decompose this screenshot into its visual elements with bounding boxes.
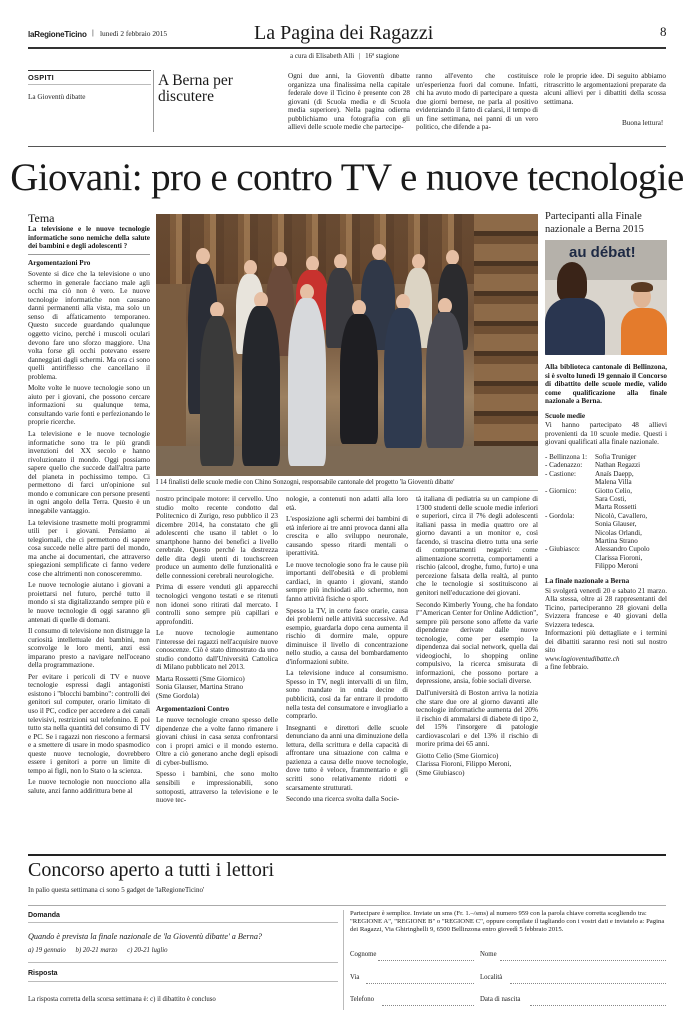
issue-date: lunedì 2 febbraio 2015 (100, 29, 168, 38)
finale-box (545, 577, 667, 672)
participant-name: Anaïs Daepp, (595, 469, 634, 478)
tema-label: Tema (28, 211, 55, 225)
byline (290, 52, 399, 61)
contro-paragraph: Secondo una ricerca svolta dalla Socie- (286, 795, 400, 804)
person-head (372, 244, 386, 260)
person-front (288, 298, 326, 466)
participant-school: - Giubiasco: (545, 545, 580, 554)
risposta-text: La risposta corretta della scorsa settimana è: c) il dibattito è concluso (28, 996, 216, 1003)
byline-sep: | (358, 52, 361, 60)
brand-logo: laRegioneTicino (28, 30, 87, 39)
nome-field[interactable] (500, 950, 666, 961)
bookshelf-right (474, 214, 538, 476)
option-c[interactable]: c) 20-21 luglio (127, 947, 168, 954)
tema-rule (28, 254, 150, 255)
contro-paragraph: Le nuove tecnologie sono fra le cause più importanti dell'obesità e di problemi cardiaci, in quanto i giovani, stando sempre più inchiodati allo schermo, non fanno attività fisiche o sport. (286, 560, 408, 604)
telefono-label: Telefono (350, 996, 375, 1003)
participant-names (595, 461, 640, 469)
participant-names (595, 487, 637, 512)
participant-name: Nicolas Orlandi, (595, 528, 642, 537)
boy-body (621, 308, 667, 355)
masthead-rule (28, 47, 666, 49)
tema-question: La televisione e le nuove tecnologie informatiche sono nemiche della salute dei bambini e degli adolescenti ? (28, 225, 150, 251)
telefono-field[interactable] (382, 995, 474, 1006)
scuole-text: Vi hanno partecipato 48 allievi provenienti da 10 scuole medie. Questi i giovani qualificati alla finale nazionale. (545, 421, 667, 447)
sidebar-intro: Alla biblioteca cantonale di Bellinzona, si è svolto lunedì 19 gennaio il Concorso di dibattito delle scuole medie, valido come qualificazione alla finale nazionale a Berna. (545, 363, 667, 406)
person-front (242, 306, 280, 466)
domanda-rule (28, 922, 338, 923)
contro-paragraph: L'esposizione agli schermi dei bambini di età inferiore ai tre anni provoca danni alla crescita e allo sviluppo neuronale, causando spesso ritardi mentali o iperattività. (286, 515, 408, 558)
participant-name: Clarissa Fioroni, (595, 553, 643, 562)
participant-school: - Gordola: (545, 511, 575, 520)
signature-line: (Sme Giubiasco) (416, 768, 465, 777)
nascita-label: Data di nascita (480, 996, 521, 1003)
contro-paragraph: Spesso la TV, in certe fasce orarie, causa dei problemi nelle attività successive. Ad esempio, guardarla dopo cena aumenta il rischio di dormire male, oppure diminuisce il livello di concentrazione nello studio, a causa del bombardamento d'informazioni subite. (286, 606, 408, 666)
pro-paragraph: Prima di essere venduti gli apparecchi tecnologici vengono testati e se ritenuti non idonei sono ritirati dal mercato. I controlli sono sempre più capillari e approfonditi. (156, 583, 278, 626)
participant-name: Alessandro Cupolo (595, 545, 650, 554)
byline-author: a cura di Elisabeth Alli (290, 52, 355, 60)
contro-paragraph: Spesso i bambini, che sono molto sensibili e impressionabili, sono sottoposti, attraverso la televisione e le nuove tec- (156, 770, 278, 805)
participant-name: Giotto Celio, (595, 486, 633, 495)
risposta-label: Risposta (28, 970, 58, 977)
person-front (384, 308, 422, 448)
person-head (274, 252, 287, 267)
domanda-label: Domanda (28, 912, 60, 919)
options-rule (28, 962, 338, 963)
contro-paragraph: Dall'università di Boston arriva la notizia che stare due ore al giorno davanti alle tecnologie informatiche aumenta del 20% il rischio di ammalarsi di diabete di tipo 2, del 15% l'insorgere di patologie cardiovascolari e del 13% il rischio di morire prima dei 65 anni. (416, 689, 538, 749)
ospiti-headline: A Berna per discutere (158, 72, 233, 105)
signature-line: (Sme Gordola) (156, 692, 199, 701)
pro-paragraph: Il consumo di televisione non distrugge la curiosità intellettuale dei bambini, non sconvolge le loro menti, anzi essi imparano presto a navigare nell'oceano della programmazione. (28, 627, 150, 670)
sign-text: au débat! (569, 244, 636, 261)
participant-row (545, 545, 667, 570)
ospiti-intro-col1: Ogni due anni, la Gioventù dibatte organizza una finalissima nella capitale federale dove il Ticino è presente con 28 giovani (di Scuola media e di Scuola media superiore). Nella pagina odierna pubblichiamo una fotografia con gli allievi delle scuole medie che partecipe- (288, 72, 410, 132)
participant-name: Martina Strano (595, 537, 638, 546)
localita-label: Località (480, 974, 503, 981)
sidebar-photo (545, 240, 667, 355)
finale-text (545, 655, 667, 664)
person-front (200, 316, 234, 466)
participant-names (595, 453, 636, 461)
pro-paragraph: Per evitare i pericoli di TV e nuove tecnologie espressi dagli antagonisti esistono i "blocchi bambino": controlli dei genitori sul computer, orario limitato di uso il PC, codice per accedere a dei canali televisivi, restrizioni sul telefonino. E poi tutto sta nella quantità del consumo di TV e PC. Se i ragazzi non riescono a fermarsi e a smettere di usare in modo spasmodico queste nuove tecnologie, dovrebbero essere i genitori a porre un limite di tempo ai figli, non lo Stato o la scienza. (28, 672, 150, 775)
concorso-rule-2 (28, 905, 666, 906)
participant-names (595, 545, 650, 570)
via-label: Via (350, 974, 360, 981)
person-front (340, 314, 378, 444)
pro-paragraph: Le nuove tecnologie non nuocciono alla salute, anzi fanno addirittura bene al (28, 778, 150, 795)
ospiti-rule (28, 70, 151, 71)
ospiti-label: OSPITI (28, 73, 55, 82)
ospiti-signoff: Buona lettura! (622, 119, 664, 127)
participant-school: - Giornico: (545, 486, 577, 495)
site-link[interactable]: www.lagioventudibatte.ch (545, 654, 620, 663)
quiz-options (28, 947, 168, 956)
girl-body (545, 298, 605, 355)
localita-field[interactable] (510, 973, 666, 984)
participant-row (545, 487, 667, 512)
participant-school: - Castione: (545, 469, 576, 478)
scuole-heading: Scuole medie (545, 411, 586, 420)
ospiti-subtitle: La Gioventù dibatte (28, 93, 86, 101)
participant-name: Nicolò, Cavallero, (595, 511, 648, 520)
nome-label: Nome (480, 951, 497, 958)
person-head (412, 254, 425, 269)
tema-column (28, 225, 150, 798)
participant-name: Sonia Glauser, (595, 520, 637, 529)
participant-school: - Bellinzona 1: (545, 453, 588, 461)
pro-paragraph: Sovente si dice che la televisione o uno schermo in generale facciano male agli occhi ma ciò non è vero. Le nuove tecnologie informatiche non causano danni permanenti alla vista, ma solo un senso di affaticamento temporaneo. Questo succede guardando qualunque oggetto vicino, perché i muscoli oculari devono fare uno sforzo maggiore. Una volta forse gli occhi potevano essere danneggiati dagli schermi. Ma ora ci sono quelli antiriflesso che cancellano il problema. (28, 270, 150, 381)
masthead-separator: | (92, 30, 94, 37)
signature-line: Clarissa Fioroni, Filippo Meroni, (416, 760, 512, 769)
sidebar-title: Partecipanti alla Finale nazionale a Berna 2015 (545, 211, 644, 235)
signature-line: Marta Rossetti (Sme Giornico) (156, 674, 245, 683)
nascita-field[interactable] (530, 995, 666, 1006)
concorso-headline: Concorso aperto a tutti i lettori (28, 859, 275, 881)
finale-text: Si svolgerà venerdì 20 e sabato 21 marzo. Alla stessa, oltre ai 28 rappresentanti del Ticino, parteciperanno 28 giovani della Svizzera francese e 40 giovani della Svizzera tedesca. (545, 586, 667, 629)
signature-line: Sonia Glauser, Martina Strano (156, 683, 244, 692)
coupon-divider (343, 910, 344, 1010)
person-head (196, 248, 210, 264)
byline-edition: 16ª stagione (365, 52, 400, 60)
girl-hair (557, 262, 587, 302)
concorso-rule (28, 854, 666, 856)
pro-paragraph: Le nuove tecnologie aumentano l'interesse dei ragazzi nell'acquisire nuove conoscenze. Ciò è stato dimostrato da uno studio condotto dall'Università Cattolica di Milano pubblicato nel 2013. (156, 629, 278, 672)
pro-paragraph: Molte volte le nuove tecnologie sono un aiuto per i giovani, che possono cercare informazioni su qualunque tema, consultando varie fonti e perfezionando le proprie ricerche. (28, 384, 150, 427)
risposta-rule (28, 981, 338, 982)
ospiti-intro-col2: ranno all'evento che costituisce un'esperienza fuori dal comune. Infatti, chi ha avuto modo di partecipare a questa due giorni bernese, ne parla al positivo evidenziando il fatto di calarsi, il tempo di un fine settimana, nei panni di un vero politico, che difende a pa- (416, 72, 538, 132)
pro-paragraph: nostro principale motore: il cervello. Uno studio molto recente condotto dal Politecnico di Zurigo, reso pubblico il 23 dicembre 2014, ha constatato che gli adolescenti che usano il tablet o lo smartphone hanno dei benefici a livello cerebrale. Questo perché la destrezza delle dita degli utenti di touchscreen produce un aumento delle funzionalità e delle connessioni cerebrali neurologiche. (156, 495, 278, 580)
participant-name: Filippo Meroni (595, 562, 639, 571)
participant-names (595, 470, 634, 487)
main-headline: Giovani: pro e contro TV e nuove tecnologie (10, 156, 684, 199)
participant-name: Malena Villa (595, 478, 632, 487)
person-head (244, 260, 257, 275)
sidebar-text (545, 363, 667, 450)
person-head (334, 254, 347, 269)
contro-paragraph: tà italiana di pediatria su un campione di 1'300 studenti delle scuole medie inferiori e superiori, circa il 7% degli adolescenti italiani passa in media quattro ore al giorno davanti a un monitor e, così facendo, si trascina dietro tutta una serie di comportamenti negativi: come alimentazione scorretta, comportamenti a rischio (alcool, droghe, fumo, furto) e una percezione falsata della realtà, al punto che le tecnologie si sostituiscono ai genitori nell'educazione dei giovani. (416, 495, 538, 598)
pro-paragraph: Le nuove tecnologie aiutano i giovani a proiettarsi nel futuro, perché tutto il mondo si sta digitalizzando sempre più e le nuove tecnologie di oggi saranno gli antenati di quelle di domani. (28, 581, 150, 624)
participant-name: Nathan Regazzi (595, 461, 641, 470)
cognome-label: Cognome (350, 951, 377, 958)
ospiti-divider (153, 70, 154, 132)
person-head (446, 250, 459, 265)
concorso-subtitle: In palio questa settimana ci sono 5 gadget de 'laRegioneTicino' (28, 886, 205, 894)
group-photo (156, 214, 538, 476)
article-col2 (156, 495, 278, 808)
boy-hair (631, 282, 653, 292)
photo-caption: I 14 finalisti delle scuole medie con Chino Sonzogni, responsabile cantonale del progetto 'la Gioventù dibatte' (156, 479, 455, 486)
participant-name: Sara Costi, (595, 495, 627, 504)
contro-paragraph: Le nuove tecnologie creano spesso delle dipendenze che a volte fanno rimanere i giovani chiusi in casa senza confrontarsi con i propri amici e il mondo esterno. Oltre a ciò generano anche degli episodi di cyber-bullismo. (156, 716, 278, 767)
finale-text: a fine febbraio. (545, 663, 589, 672)
participant-row (545, 461, 667, 469)
contro-paragraph: Insegnanti e direttori delle scuole denunciano da anni una diminuzione della lettura, della scrittura e della capacità di affrontare una situazione con calma e pazienza a causa delle nuove tecnologie, dove tutto è veloce, frammentario e gli scritti sono relativamente ridotti e scarsamente strutturati. (286, 723, 408, 792)
via-field[interactable] (366, 973, 474, 984)
pro-heading: Argomentazioni Pro (28, 258, 91, 267)
article-col3 (286, 495, 408, 807)
participant-row (545, 453, 667, 461)
headline-top-rule (28, 146, 666, 147)
finale-heading: La finale nazionale a Berna (545, 577, 630, 585)
person-front (426, 312, 464, 448)
participant-school: - Cadenazzo: (545, 461, 583, 470)
participant-row (545, 512, 667, 546)
participant-name: Sofia Truniger (595, 453, 637, 461)
contro-paragraph: Secondo Kimberly Young, che ha fondato l'"American Center for Online Addiction", sempre più persone sono affette da varie dipendenze derivate dalle nuove tecnologie, come per esempio la dipendenza dai social network, quella dai videogiochi, lo shopping online compulsivo, la ricerca smisurata di informazioni, che possono portare a depressione, ansia, fobie sociali diverse. (416, 600, 538, 686)
pro-paragraph: La televisione e le nuove tecnologie informatiche sono tra le più grandi invenzioni del XX secolo e hanno rivoluzionato il mondo. Oggi possiamo sapere quello che succede dall'altra parte del pianeta in pochissimo tempo. Ci permettono di farci un'opinione sul mondo e comunicare con persone presenti in ogni angolo della Terra. Questo è un innegabile vantaggio. (28, 430, 150, 515)
option-a[interactable]: a) 19 gennaio (28, 947, 66, 954)
section-title: La Pagina dei Ragazzi (254, 22, 434, 44)
participants-list (545, 453, 667, 571)
coupon-instructions: Partecipare è semplice. Inviate un sms (Fr. 1.–/sms) al numero 959 con la parola chiave corretta scegliendo tra: "REGIONE A", "REGIONE B" o "REGIONE C", oppure compilate il tagliando con i vostri dati e inviatelo a: Pagina dei Ragazzi, Via Ghiringhelli 9, 6500 Bellinzona entro giovedì 5 febbraio 2015. (350, 910, 665, 934)
participant-row (545, 470, 667, 487)
participant-name: Marta Rossetti (595, 503, 637, 512)
option-b[interactable]: b) 20-21 marzo (75, 947, 118, 954)
ospiti-intro-col3: role le proprie idee. Di seguito abbiamo ritrascritto le argomentazioni preparate da alcuni allievi per i dibattiti della scossa settimana. (544, 72, 666, 106)
quiz-question: Quando è prevista la finale nazionale de 'la Gioventù dibatte' a Berna? (28, 932, 263, 941)
contro-heading: Argomentazioni Contro (156, 704, 230, 713)
person-head (306, 256, 319, 271)
cognome-field[interactable] (378, 950, 474, 961)
contro-paragraph: La televisione induce al consumismo. Spesso in TV, negli intervalli di un film, sono mandate in onda decine di pubblicità, così da far entrare il prodotto nella testa del consumatore e invogliarlo a comprarlo. (286, 669, 408, 721)
page-number: 8 (660, 24, 667, 39)
article-col4 (416, 495, 538, 778)
finale-text: Informazioni più dettagliate e i termini dei dibattiti saranno resi noti sul nostro sito (545, 629, 667, 655)
participants-rows (545, 453, 667, 571)
signature-line: Giotto Celio (Sme Giornico) (416, 751, 499, 760)
caption-rule (156, 490, 538, 491)
pro-paragraph: La televisione trasmette molti programmi utili per i giovani. Pensiamo ai telegiornali, che ci permettono di sapere cosa succede nelle altre parti del mondo, ma anche ai documentari, che attraverso spiegazioni semplificate ci fanno vedere cose che altrimenti non conosceremmo. (28, 518, 150, 578)
participant-names (595, 512, 647, 546)
contro-paragraph: nologie, a contenuti non adatti alla loro età. (286, 495, 408, 512)
ospiti-rule-2 (28, 84, 151, 85)
